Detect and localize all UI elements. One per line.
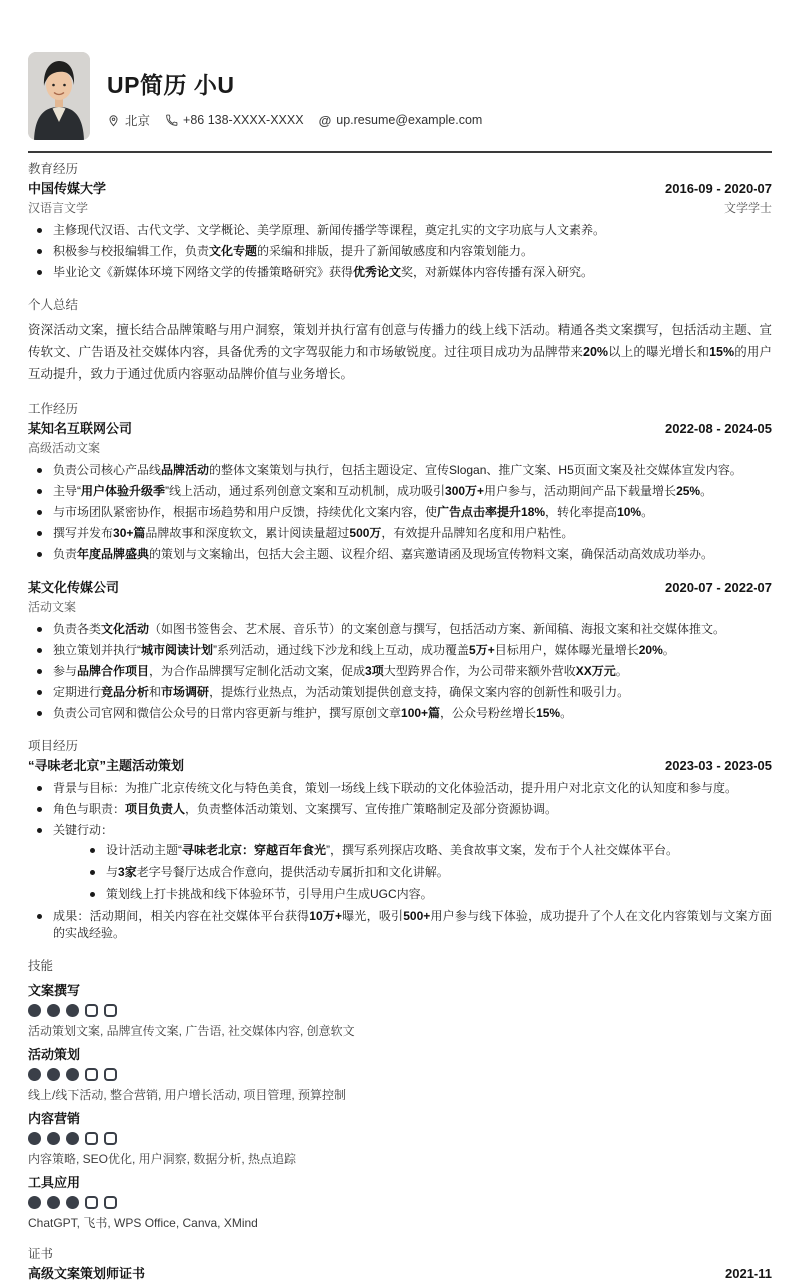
skill-level-dots	[28, 1068, 772, 1081]
entry-date: 2021-11	[725, 1266, 772, 1281]
skill-dot-filled	[47, 1004, 60, 1017]
entry	[28, 418, 772, 563]
entry-degree: 文学学士	[723, 201, 772, 215]
skill-detail: 线上/线下活动, 整合营销, 用户增长活动, 项目管理, 预算控制	[28, 1088, 347, 1102]
skill-dot-empty	[85, 1196, 98, 1209]
skill-dot-filled	[66, 1004, 79, 1017]
entry-head	[28, 178, 772, 197]
section-summary	[28, 298, 772, 385]
contact-item	[165, 113, 304, 127]
bullet-list	[28, 621, 772, 722]
bullet-item: 策划线上打卡挑战和线下体验环节，引导用户生成UGC内容。	[81, 886, 772, 903]
skill-dot-filled	[28, 1068, 41, 1081]
skill-dot-empty	[104, 1196, 117, 1209]
entry-subhead	[28, 598, 772, 615]
bullet-item: 关键行动： 设计活动主题“寻味老北京：穿越百年食光”，撰写系列探店攻略、美食故事文案，发布于个人社交媒体平台。 与3家老字号餐厅达成合作意向，提供活动专属折扣和文化讲解。 策划线上打卡挑战和线下体验环节，引导用户生成UGC内容。	[28, 822, 772, 903]
entry	[28, 755, 772, 942]
skill-level-dots	[28, 1196, 772, 1209]
skill-dot-filled	[47, 1132, 60, 1145]
skill-dot-filled	[47, 1196, 60, 1209]
skill-dot-filled	[66, 1132, 79, 1145]
resume-header	[28, 52, 772, 140]
skill-level-dots	[28, 1132, 772, 1145]
skill-dot-filled	[28, 1004, 41, 1017]
bullet-item: 负责年度品牌盛典的策划与文案输出，包括大会主题、议程介绍、嘉宾邀请函及现场宣传物料文案，确保活动高效成功举办。	[28, 546, 772, 563]
section-title: 个人总结	[28, 298, 79, 312]
section-certificates	[28, 1247, 772, 1282]
bullet-item: 负责公司核心产品线品牌活动的整体文案策划与执行，包括主题设定、宣传Slogan、推广文案、H5页面文案及社交媒体宣发内容。	[28, 462, 772, 479]
skill-dot-empty	[104, 1068, 117, 1081]
entry-head	[28, 418, 772, 437]
skill-dot-empty	[85, 1132, 98, 1145]
entry-date: 2022-08 - 2024-05	[665, 421, 772, 436]
skill-name: 工具应用	[28, 1175, 81, 1190]
skill-dot-filled	[28, 1132, 41, 1145]
skill-name: 内容营销	[28, 1111, 81, 1126]
bullet-item: 成果：活动期间，相关内容在社交媒体平台获得10万+曝光，吸引500+用户参与线下体验，成功提升了个人在文化内容策划与文案方面的实战经验。	[28, 908, 772, 942]
candidate-name: UP简历 小U	[107, 72, 235, 98]
email-icon: @	[318, 112, 332, 128]
entry	[28, 178, 772, 281]
entry-subhead	[28, 199, 772, 216]
entry-role: 高级活动文案	[28, 441, 101, 455]
skill-dot-filled	[47, 1068, 60, 1081]
bullet-item: 背景与目标：为推广北京传统文化与特色美食，策划一场线上线下联动的文化体验活动，提升用户对北京文化的认知度和参与度。	[28, 780, 772, 797]
bullet-item: 积极参与校报编辑工作，负责文化专题的采编和排版，提升了新闻敏感度和内容策划能力。	[28, 243, 772, 260]
location-icon	[107, 114, 120, 127]
bullet-item: 毕业论文《新媒体环境下网络文学的传播策略研究》获得优秀论文奖，对新媒体内容传播有深入研究。	[28, 264, 772, 281]
section-education	[28, 162, 772, 281]
contact-text: 北京	[125, 114, 151, 128]
entry-heading: 某文化传媒公司	[28, 580, 120, 595]
bullet-item: 主导“用户体验升级季”线上活动，通过系列创意文案和互动机制，成功吸引300万+用户参与，活动期间产品下载量增长25%。	[28, 483, 772, 500]
summary-paragraph: 资深活动文案，擅长结合品牌策略与用户洞察，策划并执行富有创意与传播力的线上线下活动。精通各类文案撰写，包括活动主题、宣传软文、广告语及社交媒体内容，具备优秀的文字驾驭能力和市场敏锐度。过往项目成功为品牌带来20%以上的曝光增长和15%的用户互动提升，致力于通过优质内容驱动品牌价值与业务增长。	[28, 323, 772, 381]
section-projects	[28, 739, 772, 942]
entry-heading: 中国传媒大学	[28, 181, 107, 196]
entry-date: 2023-03 - 2023-05	[665, 758, 772, 773]
bullet-list	[28, 462, 772, 563]
skill-item	[28, 983, 772, 1038]
entry-date: 2020-07 - 2022-07	[665, 580, 772, 595]
contact-item	[107, 111, 150, 129]
section-title: 项目经历	[28, 739, 79, 753]
skill-name: 活动策划	[28, 1047, 81, 1062]
section-skills	[28, 959, 772, 1230]
skill-level-dots	[28, 1004, 772, 1017]
skill-dot-empty	[85, 1004, 98, 1017]
skill-dot-empty	[104, 1004, 117, 1017]
skill-dot-empty	[85, 1068, 98, 1081]
contact-text: up.resume@example.com	[336, 113, 483, 127]
skill-item	[28, 1111, 772, 1166]
entry-role: 汉语言文学	[28, 201, 89, 215]
entry-head	[28, 755, 772, 774]
section-title: 教育经历	[28, 162, 79, 176]
skill-dot-filled	[66, 1196, 79, 1209]
bullet-item: 撰写并发布30+篇品牌故事和深度软文，累计阅读量超过500万，有效提升品牌知名度和用户粘性。	[28, 525, 772, 542]
entry	[28, 577, 772, 722]
bullet-list	[28, 222, 772, 281]
bullet-item: 主修现代汉语、古代文学、文学概论、美学原理、新闻传播学等课程，奠定扎实的文字功底与人文素养。	[28, 222, 772, 239]
skill-detail: 内容策略, SEO优化, 用户洞察, 数据分析, 热点追踪	[28, 1152, 297, 1166]
section-work	[28, 402, 772, 722]
entry-heading: 高级文案策划师证书	[28, 1266, 146, 1281]
skill-dot-filled	[28, 1196, 41, 1209]
bullet-item: 与3家老字号餐厅达成合作意向，提供活动专属折扣和文化讲解。	[81, 864, 772, 881]
bullet-item: 定期进行竞品分析和市场调研，提炼行业热点，为活动策划提供创意支持，确保文案内容的创新性和吸引力。	[28, 684, 772, 701]
entry-subhead	[28, 439, 772, 456]
contact-item	[319, 113, 483, 128]
section-title: 工作经历	[28, 402, 79, 416]
entry-date: 2016-09 - 2020-07	[665, 181, 772, 196]
bullet-item: 负责各类文化活动（如图书签售会、艺术展、音乐节）的文案创意与撰写，包括活动方案、新闻稿、海报文案和社交媒体推文。	[28, 621, 772, 638]
contact-text: +86 138-XXXX-XXXX	[183, 113, 304, 127]
sub-bullet-list	[53, 842, 772, 903]
bullet-item: 角色与职责：项目负责人，负责整体活动策划、文案撰写、宣传推广策略制定及部分资源协调。	[28, 801, 772, 818]
entry-heading: “寻味老北京”主题活动策划	[28, 758, 185, 773]
profile-photo	[28, 52, 90, 140]
entry-head	[28, 1263, 772, 1282]
bullet-item: 参与品牌合作项目，为合作品牌撰写定制化活动文案，促成3项大型跨界合作，为公司带来额外营收XX万元。	[28, 663, 772, 680]
bullet-item: 负责公司官网和微信公众号的日常内容更新与维护，撰写原创文章100+篇，公众号粉丝增长15%。	[28, 705, 772, 722]
skill-detail: 活动策划文案, 品牌宣传文案, 广告语, 社交媒体内容, 创意软文	[28, 1024, 355, 1038]
bullet-item: 与市场团队紧密协作，根据市场趋势和用户反馈，持续优化文案内容，使广告点击率提升18%，转化率提高10%。	[28, 504, 772, 521]
skill-dot-filled	[66, 1068, 79, 1081]
skill-item	[28, 1175, 772, 1230]
entry-heading: 某知名互联网公司	[28, 421, 133, 436]
skill-dot-empty	[104, 1132, 117, 1145]
resume-body	[28, 162, 772, 1282]
bullet-list	[28, 780, 772, 942]
bullet-item: 独立策划并执行“城市阅读计划”系列活动，通过线下沙龙和线上互动，成功覆盖5万+目标用户，媒体曝光量增长20%。	[28, 642, 772, 659]
entry-role: 活动文案	[28, 600, 77, 614]
skill-item	[28, 1047, 772, 1102]
skill-detail: ChatGPT, 飞书, WPS Office, Canva, XMind	[28, 1216, 258, 1230]
profile-photo-illustration	[28, 52, 90, 140]
header-info	[107, 52, 482, 129]
skill-name: 文案撰写	[28, 983, 81, 998]
contact-row	[107, 111, 482, 129]
bullet-item: 设计活动主题“寻味老北京：穿越百年食光”，撰写系列探店攻略、美食故事文案，发布于个人社交媒体平台。	[81, 842, 772, 859]
section-title: 证书	[28, 1247, 54, 1261]
section-title: 技能	[28, 959, 54, 973]
header-divider	[28, 151, 772, 153]
phone-icon	[165, 114, 178, 127]
entry-head	[28, 577, 772, 596]
entry	[28, 1263, 772, 1282]
